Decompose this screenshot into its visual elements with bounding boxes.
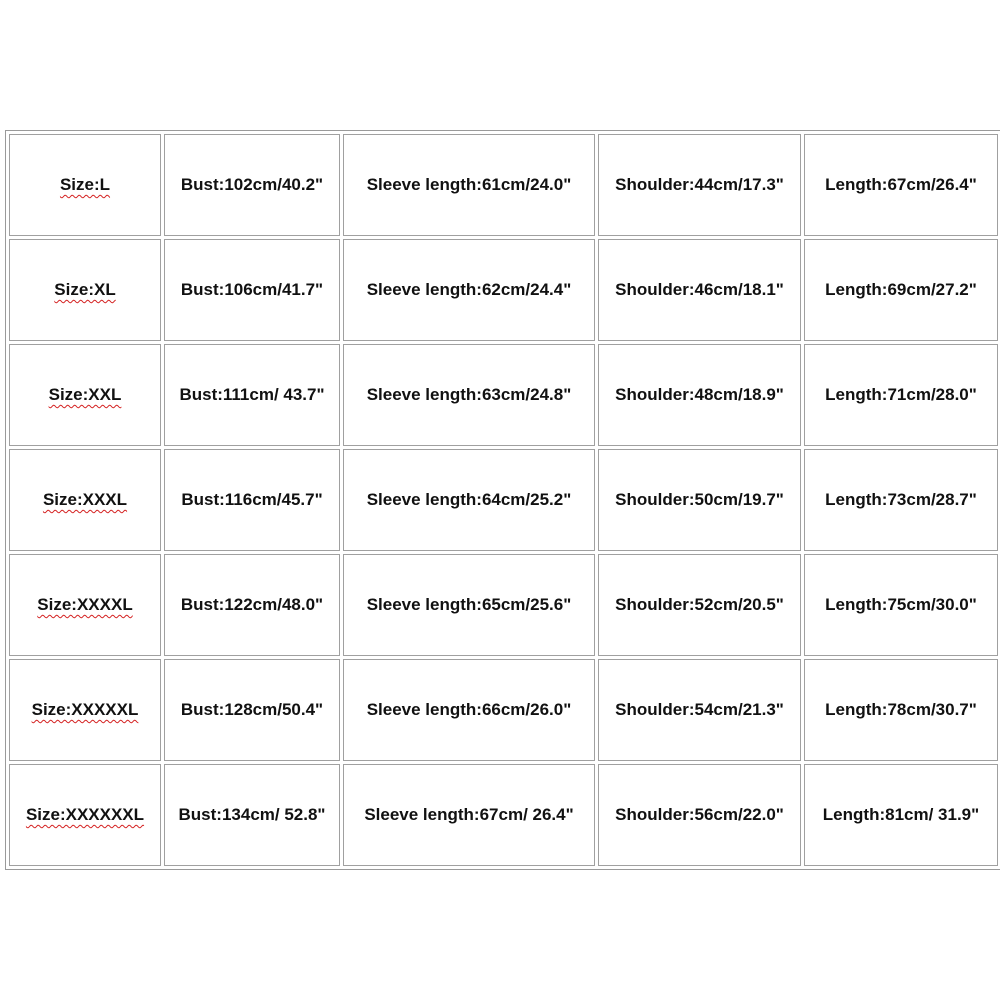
size-cell	[9, 764, 161, 866]
size-label: Size:L	[59, 175, 111, 194]
bust-cell: Bust:102cm/40.2"	[164, 134, 340, 236]
size-label: Size:XXL	[48, 385, 122, 404]
shoulder-cell: Shoulder:44cm/17.3"	[598, 134, 801, 236]
length-cell: Length:69cm/27.2"	[804, 239, 998, 341]
shoulder-cell: Shoulder:48cm/18.9"	[598, 344, 801, 446]
sleeve-length-cell: Sleeve length:65cm/25.6"	[343, 554, 595, 656]
size-label: Size:XXXXL	[37, 595, 133, 614]
size-cell	[9, 134, 161, 236]
length-cell: Length:81cm/ 31.9"	[804, 764, 998, 866]
size-cell	[9, 659, 161, 761]
size-cell	[9, 344, 161, 446]
bust-cell: Bust:134cm/ 52.8"	[164, 764, 340, 866]
size-cell	[9, 554, 161, 656]
size-cell	[9, 449, 161, 551]
bust-cell: Bust:122cm/48.0"	[164, 554, 340, 656]
sleeve-length-cell: Sleeve length:66cm/26.0"	[343, 659, 595, 761]
length-cell: Length:71cm/28.0"	[804, 344, 998, 446]
shoulder-cell: Shoulder:50cm/19.7"	[598, 449, 801, 551]
table-row	[9, 239, 998, 341]
length-cell: Length:78cm/30.7"	[804, 659, 998, 761]
table-row	[9, 449, 998, 551]
bust-cell: Bust:106cm/41.7"	[164, 239, 340, 341]
size-cell	[9, 239, 161, 341]
sleeve-length-cell: Sleeve length:63cm/24.8"	[343, 344, 595, 446]
length-cell: Length:75cm/30.0"	[804, 554, 998, 656]
sleeve-length-cell: Sleeve length:61cm/24.0"	[343, 134, 595, 236]
size-chart-table	[5, 130, 1000, 870]
table-row	[9, 344, 998, 446]
table-row	[9, 764, 998, 866]
size-label: Size:XXXL	[42, 490, 128, 509]
size-label: Size:XXXXXXL	[25, 805, 145, 824]
sleeve-length-cell: Sleeve length:67cm/ 26.4"	[343, 764, 595, 866]
size-label: Size:XL	[54, 280, 116, 299]
table-row	[9, 554, 998, 656]
shoulder-cell: Shoulder:54cm/21.3"	[598, 659, 801, 761]
length-cell: Length:73cm/28.7"	[804, 449, 998, 551]
length-cell: Length:67cm/26.4"	[804, 134, 998, 236]
bust-cell: Bust:111cm/ 43.7"	[164, 344, 340, 446]
table-row	[9, 134, 998, 236]
shoulder-cell: Shoulder:46cm/18.1"	[598, 239, 801, 341]
bust-cell: Bust:116cm/45.7"	[164, 449, 340, 551]
shoulder-cell: Shoulder:56cm/22.0"	[598, 764, 801, 866]
table-row	[9, 659, 998, 761]
bust-cell: Bust:128cm/50.4"	[164, 659, 340, 761]
sleeve-length-cell: Sleeve length:64cm/25.2"	[343, 449, 595, 551]
shoulder-cell: Shoulder:52cm/20.5"	[598, 554, 801, 656]
size-label: Size:XXXXXL	[31, 700, 139, 719]
sleeve-length-cell: Sleeve length:62cm/24.4"	[343, 239, 595, 341]
